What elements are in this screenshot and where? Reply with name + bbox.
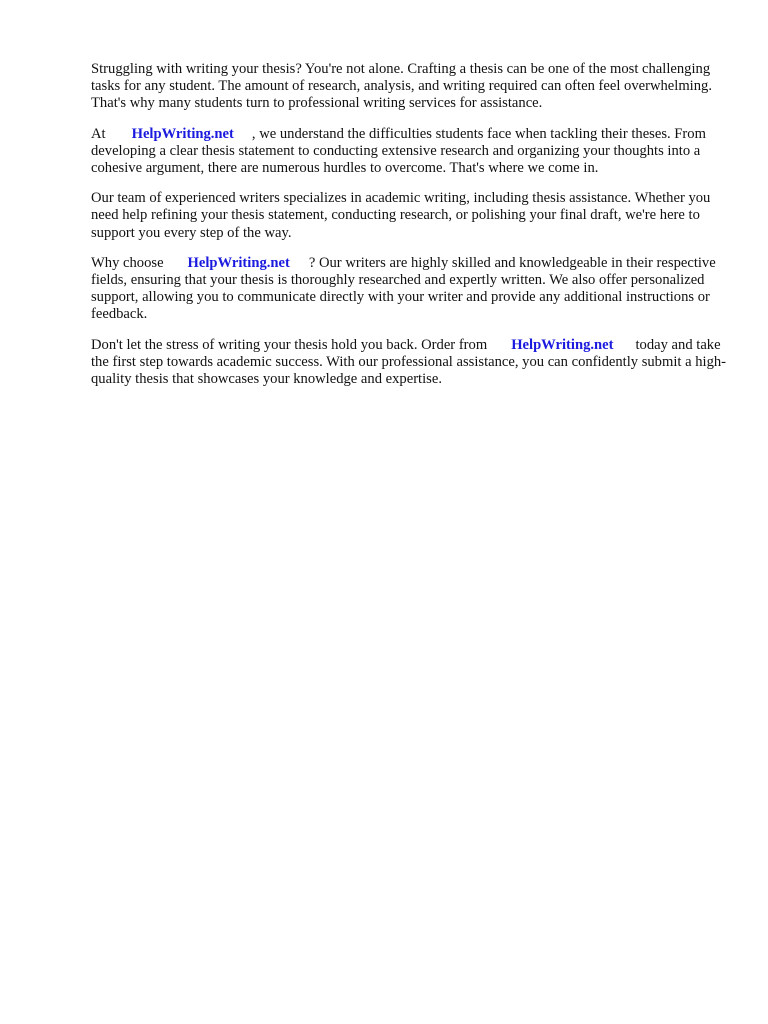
helpwriting-link-3[interactable]: HelpWriting.net <box>511 336 614 353</box>
paragraph-why-after: ? Our writers are highly skilled and knowledgeable in their respective fields, ensuring that your thesis is thoroughly researched and expertly written. We also offer personalized support, allowing you to communicate directly with your writer and provide any additional instructions or feedback. <box>91 254 716 323</box>
helpwriting-link-1[interactable]: HelpWriting.net <box>131 125 234 142</box>
paragraph-team <box>91 190 731 242</box>
paragraph-about <box>91 126 731 178</box>
paragraph-intro <box>91 61 731 113</box>
paragraph-why-before: Why choose <box>91 254 164 271</box>
paragraph-order-after: today and take the first step towards academic success. With our professional assistance, you can confidently submit a high-quality thesis that showcases your knowledge and expertise. <box>91 336 727 388</box>
paragraph-about-before: At <box>91 125 106 142</box>
paragraph-why <box>91 255 731 324</box>
paragraph-order <box>91 337 731 389</box>
paragraph-team-text: Our team of experienced writers specializes in academic writing, including thesis assistance. Whether you need help refining your thesis statement, conducting research, or polishing your final draft, we're here to support you every step of the way. <box>91 190 711 241</box>
paragraph-about-after: , we understand the difficulties students face when tackling their theses. From developing a clear thesis statement to conducting extensive research and organizing your thoughts into a cohesive argument, there are numerous hurdles to overcome. That's where we come in. <box>91 125 706 177</box>
document-body <box>91 61 731 401</box>
paragraph-order-before: Don't let the stress of writing your thesis hold you back. Order from <box>91 336 488 353</box>
helpwriting-link-2[interactable]: HelpWriting.net <box>187 254 290 271</box>
paragraph-intro-text: Struggling with writing your thesis? You're not alone. Crafting a thesis can be one of the most challenging tasks for any student. The amount of research, analysis, and writing required can often feel overwhelming. That's why many students turn to professional writing services for assistance. <box>91 61 712 112</box>
